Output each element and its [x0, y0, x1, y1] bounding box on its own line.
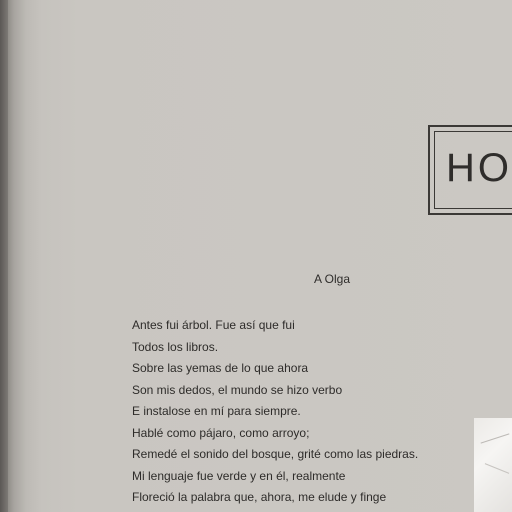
photo-fragment [474, 418, 512, 512]
page-title: HO [446, 146, 512, 190]
book-gutter [0, 0, 8, 512]
poem-line: Floreció la palabra que, ahora, me elude y finge [132, 490, 387, 504]
poem-line: Hablé como pájaro, como arroyo; [132, 425, 310, 440]
poem-line: Todos los libros. [132, 339, 219, 354]
poem [132, 315, 418, 509]
poem-line: E instalose en mí para siempre. [132, 404, 301, 418]
dedication: A Olga [314, 272, 351, 286]
poem-line: Son mis dedos, el mundo se hizo verbo [132, 382, 343, 397]
poem-line: Antes fui árbol. Fue así que fui [132, 318, 295, 332]
poem-line: Mi lenguaje fue verde y en él, realmente [132, 468, 346, 483]
poem-line: Remedé el sonido del bosque, grité como las piedras. [132, 447, 419, 461]
poem-line: Sobre las yemas de lo que ahora [132, 361, 309, 375]
